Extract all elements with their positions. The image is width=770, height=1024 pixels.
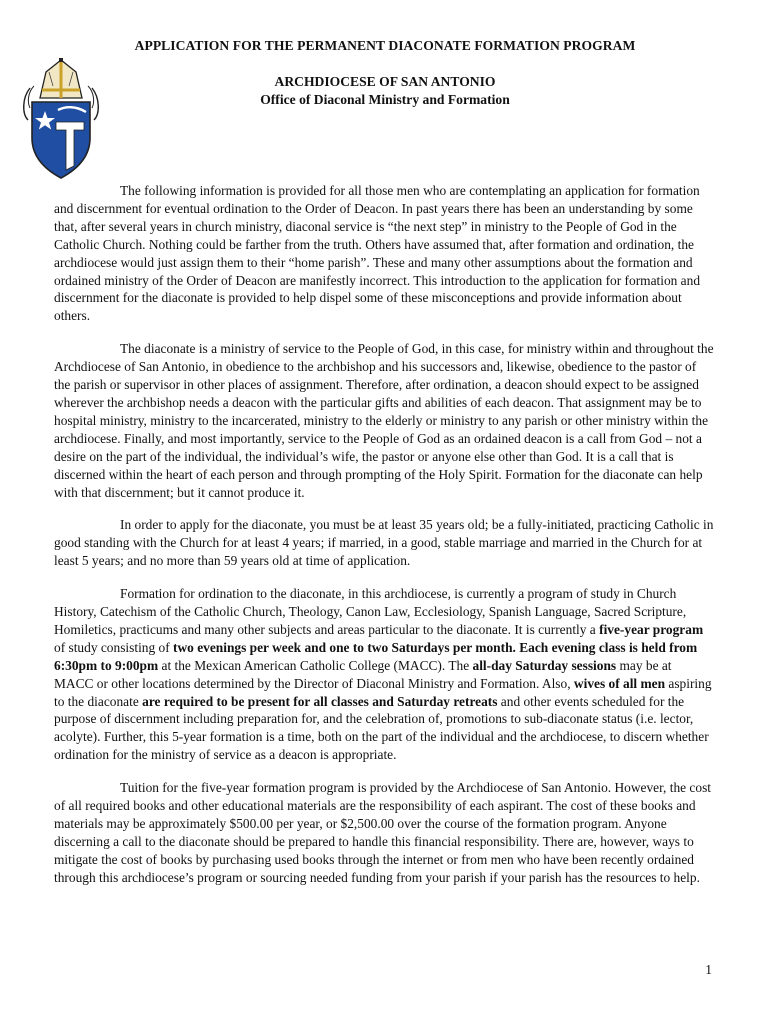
organization-name: ARCHDIOCESE OF SAN ANTONIO	[274, 74, 496, 89]
bold-text-run: five-year program	[599, 621, 704, 637]
page-number: 1	[705, 962, 712, 977]
office-name: Office of Diaconal Ministry and Formation	[260, 92, 510, 107]
text-run: may be at MACC or other locations determined by the Director of Diaconal Ministry and Formation. Also,	[54, 657, 672, 691]
bold-text-run: wives of all men	[573, 675, 666, 691]
paragraph-introduction: The following information is provided for all those men who are contemplating an application for formation and discernment for eventual ordination to the Order of Deacon. In past years there has been an understanding by some that, after several years in church ministry, diaconal service is “the next step” in ministry to the People of God in the Catholic Church. Nothing could be farther from the truth. Others have assumed that, after formation and ordination, the archdiocese would just assign them to their “home parish”. These and many other assumptions about the formation and ordained ministry of the Order of Deacon are manifestly incorrect. This introduction to the application for formation and discernment for the diaconate is provided to help dispel some of these misconceptions and provide information about others.	[54, 183, 701, 324]
bold-text-run: are required to be present for all classes and Saturday retreats	[142, 693, 498, 709]
paragraph-formation-program	[54, 585, 714, 764]
text-run: aspiring to the diaconate	[54, 675, 712, 709]
text-run: Formation for ordination to the diaconate, in this archdiocese, is currently a program of study in Church History, Catechism of the Catholic Church, Theology, Canon Law, Ecclesiology, Spanish Language, Sacred Scripture, Homiletics, practicums and many other subjects and areas particular to the diaconate. It is currently a	[54, 586, 687, 637]
paragraph-tuition: Tuition for the five-year formation program is provided by the Archdiocese of San Antonio. However, the cost of all required books and other educational materials are the responsibility of each aspirant. The cost of these books and materials may be approximately $500.00 per year, or $2,500.00 over the course of the formation program. Anyone discerning a call to the diaconate should be prepared to handle this financial responsibility. There are, however, ways to mitigate the cost of books by purchasing used books through the internet or from men who have been recently ordained through this archdiocese’s program or sourcing needed funding from your parish if your parish has the resources to help.	[54, 780, 711, 885]
text-run: at the Mexican American Catholic College (MACC). The	[158, 657, 473, 673]
bold-text-run: two evenings per week and one to two Saturdays per month. Each evening class is held from 6:30pm to 9:00pm	[54, 639, 698, 673]
document-body	[54, 182, 714, 902]
text-run: and other events scheduled for the purpose of discernment including preparation for, and the celebration of, promotions to sub-diaconate status (i.e. lector, acolyte). Further, this 5-year formation is a time, both on the part of the individual and the archdiocese, to discern whether ordination for the ministry of service as a deacon is appropriate.	[54, 693, 709, 763]
page-title: APPLICATION FOR THE PERMANENT DIACONATE FORMATION PROGRAM	[134, 38, 636, 53]
paragraph-requirements: In order to apply for the diaconate, you must be at least 35 years old; be a fully-initiated, practicing Catholic in good standing with the Church for at least 4 years; if married, in a good, stable marriage and married in the Church for at least 5 years; and no more than 59 years old at time of application.	[54, 517, 714, 569]
bold-text-run: all-day Saturday sessions	[472, 657, 617, 673]
archdiocese-coat-of-arms-icon	[18, 58, 104, 180]
paragraph-ministry-of-service: The diaconate is a ministry of service to the People of God, in this case, for ministry within and throughout the Archdiocese of San Antonio, in obedience to the archbishop and his successors and, likewise, obedience to the pastor of the parish or supervisor in other places of assignment. Therefore, after ordination, a deacon should expect to be assigned wherever the archbishop needs a deacon with the particular gifts and abilities of each deacon. That assignment may be to hospital ministry, ministry to the incarcerated, ministry to the elderly or ministry to any parish or other ministry within the archdiocese. Finally, and most importantly, service to the People of God as an ordained deacon is a call from God – not a desire on the part of the individual, the individual’s wife, the pastor or anyone else other than God. It is a call that is discerned within the heart of each person and through prompting of the Holy Spirit. Formation for the diaconate can help with that discernment; but it cannot produce it.	[54, 341, 714, 500]
text-run: of study consisting of	[54, 639, 174, 655]
